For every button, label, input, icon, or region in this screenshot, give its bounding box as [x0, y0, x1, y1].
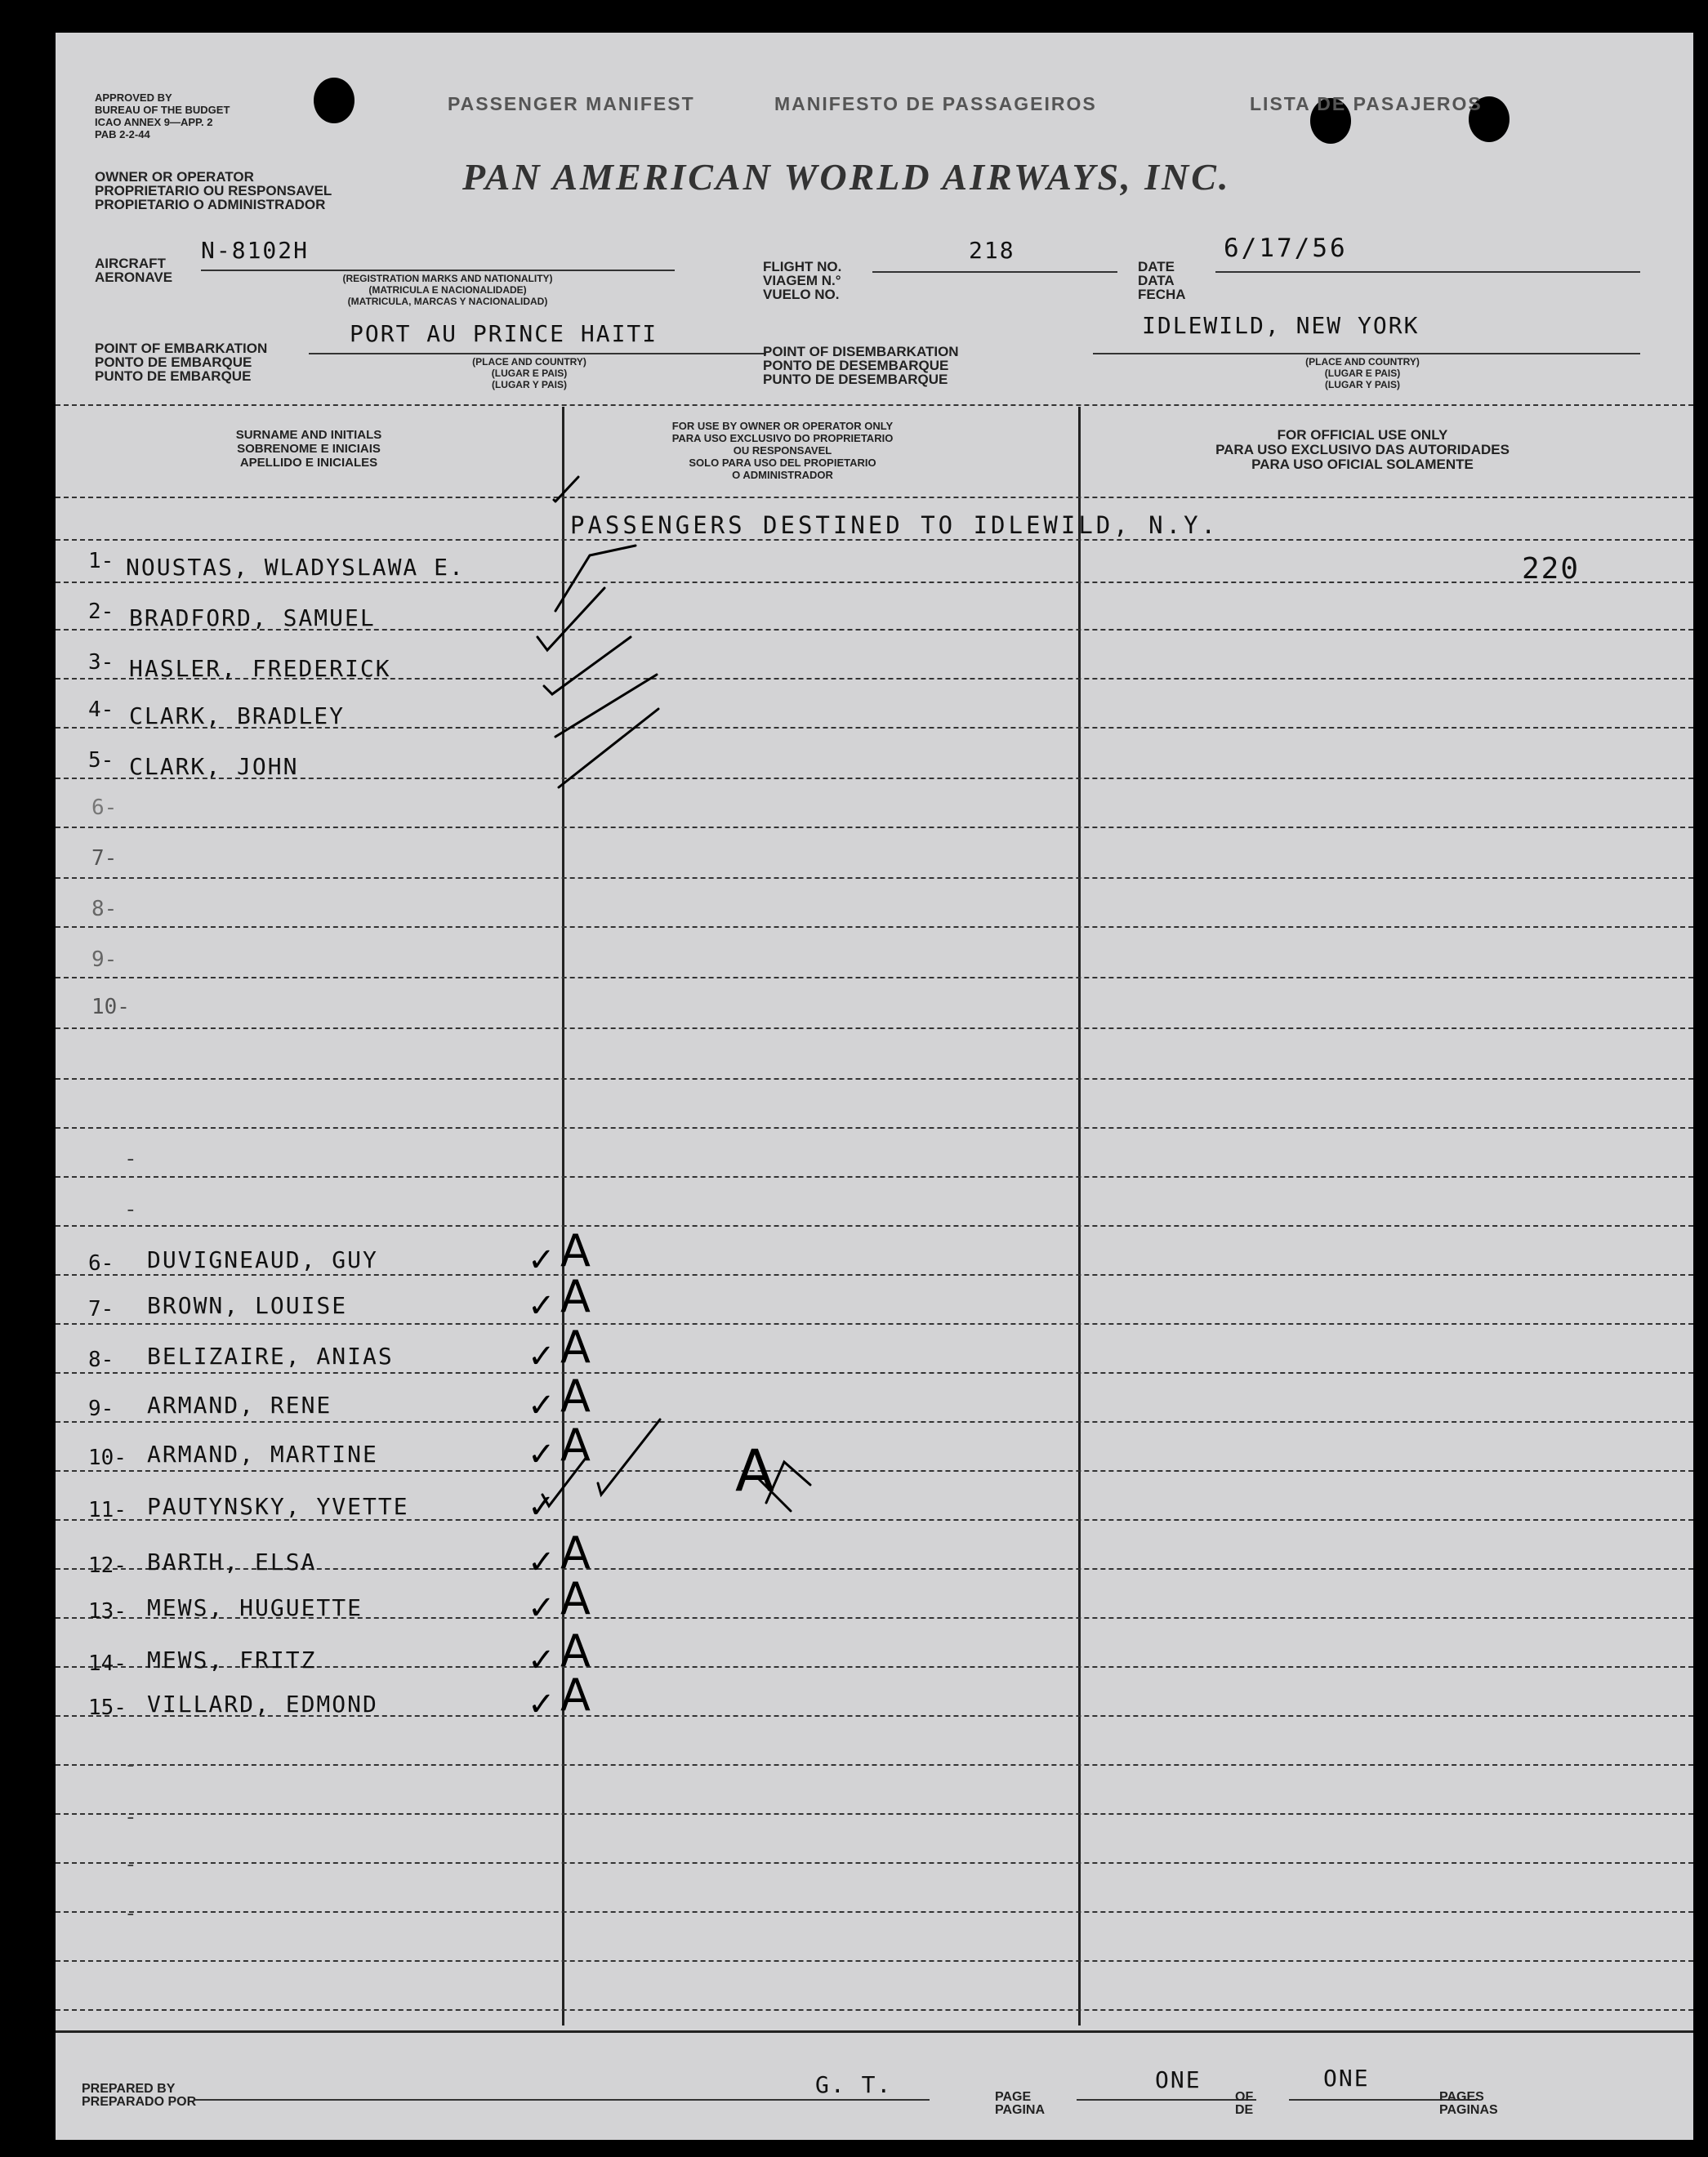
passenger-name: CLARK, JOHN	[129, 753, 299, 780]
check-icon	[555, 675, 657, 737]
airline-name: PAN AMERICAN WORLD AIRWAYS, INC.	[462, 156, 1231, 198]
col-header-name: SURNAME AND INITIALS SOBRENOME E INICIAIS APELLIDO E INICIALES	[235, 428, 382, 470]
check-icon: ✓	[528, 1488, 555, 1526]
prepared-label: PREPARED BY PREPARADO POR	[82, 2082, 197, 2109]
embarkation-caption: (PLACE AND COUNTRY) (LUGAR E PAIS) (LUGAR Y PAIS)	[472, 356, 586, 390]
check-icon: ✓	[528, 1589, 555, 1627]
title-en: PASSENGER MANIFEST	[448, 93, 695, 114]
handwritten-mark: A	[560, 1321, 591, 1373]
passenger-name: PAUTYNSKY, YVETTE	[147, 1493, 409, 1520]
row-number: 2-	[88, 599, 114, 624]
manifest-sheet	[56, 33, 1693, 2140]
passenger-name: ARMAND, RENE	[147, 1392, 332, 1419]
col-header-operator: FOR USE BY OWNER OR OPERATOR ONLY PARA USO EXCLUSIVO DO PROPRIETARIO OU RESPONSAVEL SOLO PARA USO DEL PROPIETARIO O ADMINISTRADOR	[671, 420, 894, 481]
check-icon: ✓	[528, 1642, 555, 1679]
row-number: 6-	[91, 796, 118, 820]
embarkation-label: POINT OF EMBARKATION PONTO DE EMBARQUE PUNTO DE EMBARQUE	[95, 341, 268, 384]
row-number: 1-	[88, 549, 114, 573]
flight-label: FLIGHT NO. VIAGEM N.° VUELO NO.	[763, 259, 842, 302]
handwritten-mark: A	[560, 1225, 591, 1277]
check-icon	[559, 709, 658, 787]
passenger-name: VILLARD, EDMOND	[147, 1691, 378, 1718]
blank-row-dash: -	[124, 1147, 137, 1171]
handwritten-mark: A	[560, 1527, 591, 1579]
passenger-name: BROWN, LOUISE	[147, 1292, 348, 1319]
check-icon: ✓	[528, 1436, 555, 1473]
prepared-value: G. T.	[815, 2071, 893, 2098]
row-number: 10-	[88, 1446, 127, 1470]
registration-caption: (REGISTRATION MARKS AND NATIONALITY) (MATRICULA E NACIONALIDADE) (MATRICULA, MARCAS Y NACIONALIDAD)	[342, 273, 553, 307]
aircraft-label: AIRCRAFT AERONAVE	[95, 256, 173, 285]
row-number: 8-	[91, 897, 118, 921]
page-label: PAGE PAGINA	[995, 2090, 1046, 2117]
row-number: 8-	[88, 1348, 114, 1372]
row-number: 9-	[91, 947, 118, 972]
passenger-name: BELIZAIRE, ANIAS	[147, 1343, 394, 1370]
of-label: OF DE	[1235, 2090, 1254, 2117]
row-number: 14-	[88, 1651, 127, 1676]
row-number: 7-	[88, 1297, 114, 1321]
flight-value: 218	[969, 237, 1015, 264]
passenger-name: ARMAND, MARTINE	[147, 1441, 378, 1468]
check-icon	[554, 477, 578, 501]
row-number: 7-	[91, 846, 118, 871]
passenger-name: MEWS, HUGUETTE	[147, 1594, 363, 1621]
page-value: ONE	[1155, 2066, 1202, 2093]
title-es: LISTA DE PASAJEROS	[1250, 93, 1483, 114]
handwritten-mark: A	[560, 1625, 591, 1677]
handwritten-mark: A	[560, 1573, 591, 1624]
passenger-name: DUVIGNEAUD, GUY	[147, 1246, 378, 1273]
row-number: 6-	[88, 1251, 114, 1276]
check-icon: ✓	[528, 1387, 555, 1424]
row-number: 3-	[88, 650, 114, 675]
passenger-name: BRADFORD, SAMUEL	[129, 604, 376, 631]
handwritten-mark: A	[560, 1669, 591, 1721]
row-number: 10-	[91, 995, 130, 1019]
passenger-name: NOUSTAS, WLADYSLAWA E.	[126, 554, 465, 581]
aircraft-value: N-8102H	[201, 237, 310, 264]
row-number: 9-	[88, 1397, 114, 1421]
row-number: 12-	[88, 1553, 127, 1578]
disembarkation-value: IDLEWILD, NEW YORK	[1142, 312, 1420, 339]
row-number: 4-	[88, 697, 114, 722]
pages-label: PAGES PAGINAS	[1439, 2090, 1498, 2117]
passenger-name: HASLER, FREDERICK	[129, 655, 391, 682]
approval-block: APPROVED BY BUREAU OF THE BUDGET ICAO ANNEX 9—APP. 2 PAB 2-2-44	[95, 91, 230, 140]
title-pt: MANIFESTO DE PASSAGEIROS	[774, 93, 1097, 114]
date-label: DATE DATA FECHA	[1138, 259, 1186, 302]
check-icon: ✓	[528, 1686, 555, 1723]
footer-rule	[56, 2030, 1693, 2033]
check-icon	[598, 1419, 660, 1495]
col-header-official: FOR OFFICIAL USE ONLY PARA USO EXCLUSIVO DAS AUTORIDADES PARA USO OFICIAL SOLAMENTE	[1215, 427, 1510, 472]
passenger-name: CLARK, BRADLEY	[129, 702, 346, 729]
blank-row-dash: -	[124, 1852, 137, 1877]
official-number: 220	[1522, 552, 1581, 586]
check-icon: ✓	[528, 1338, 555, 1375]
row-number: 15-	[88, 1696, 127, 1720]
passenger-name: BARTH, ELSA	[147, 1549, 317, 1575]
blank-row-dash: -	[124, 1901, 137, 1926]
disembarkation-caption: (PLACE AND COUNTRY) (LUGAR E PAIS) (LUGAR Y PAIS)	[1305, 356, 1420, 390]
handwritten-mark: A	[560, 1271, 591, 1322]
handwritten-mark: A	[560, 1419, 591, 1471]
row-number: 13-	[88, 1599, 127, 1624]
check-icon	[537, 588, 604, 650]
owner-label: OWNER OR OPERATOR PROPRIETARIO OU RESPONSAVEL PROPIETARIO O ADMINISTRADOR	[95, 169, 332, 212]
row-number: 5-	[88, 748, 114, 773]
check-icon	[544, 637, 631, 694]
embarkation-value: PORT AU PRINCE HAITI	[350, 320, 658, 347]
date-value: 6/17/56	[1224, 234, 1348, 263]
of-value: ONE	[1323, 2065, 1370, 2092]
check-icon: ✓	[528, 1241, 555, 1279]
handwritten-mark: A	[560, 1370, 591, 1422]
check-icon: ✓	[528, 1287, 555, 1325]
passenger-name: MEWS, FRITZ	[147, 1647, 317, 1673]
blank-row-dash: -	[124, 1805, 137, 1829]
row-number: 11-	[88, 1498, 127, 1522]
check-marks	[56, 33, 1693, 2140]
blank-row-dash: -	[124, 1753, 137, 1777]
handwritten-mark: A	[735, 1437, 774, 1504]
check-icon	[555, 546, 635, 611]
destined-note: PASSENGERS DESTINED TO IDLEWILD, N.Y.	[570, 511, 1220, 539]
check-icon: ✓	[528, 1544, 555, 1581]
disembarkation-label: POINT OF DISEMBARKATION PONTO DE DESEMBARQUE PUNTO DE DESEMBARQUE	[763, 344, 959, 387]
blank-row-dash: -	[124, 1197, 137, 1222]
